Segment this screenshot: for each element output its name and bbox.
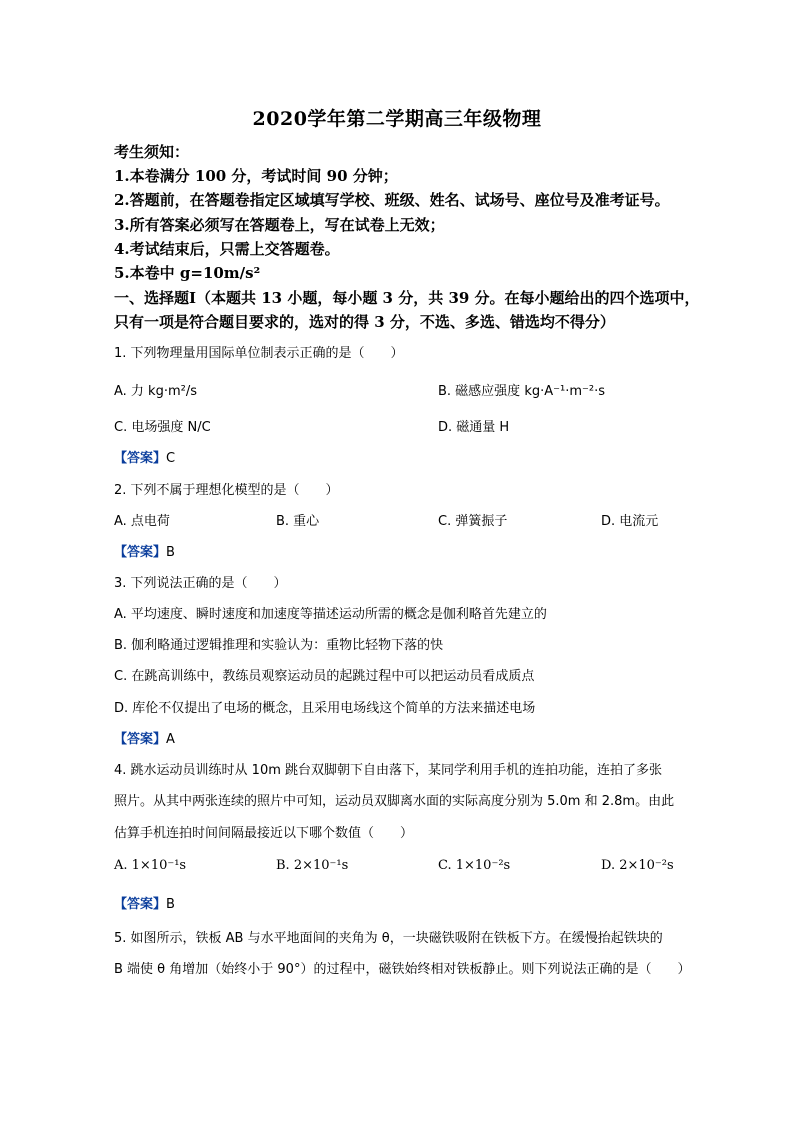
answer-tag: 【答案】 bbox=[114, 897, 167, 912]
notice-item-1: 1.本卷满分 100 分，考试时间 90 分钟； bbox=[114, 167, 398, 185]
question-1-answer bbox=[114, 447, 175, 466]
question-5-line-2: B 端使 θ 角增加（始终小于 90°）的过程中，磁铁始终相对铁板静止。则下列说法正确的是（ ） bbox=[114, 962, 691, 977]
question-2-option-a: A. 点电荷 bbox=[114, 514, 170, 529]
notice-item-5: 5.本卷中 g=10m/s² bbox=[114, 264, 261, 282]
answer-value: C bbox=[166, 451, 176, 466]
question-1-option-a: A. 力 kg·m²/s bbox=[114, 384, 198, 399]
question-4-option-c: C. 1×10⁻²s bbox=[438, 858, 511, 873]
notice-heading: 考生须知： bbox=[114, 143, 190, 161]
question-3-option-c: C. 在跳高训练中，教练员观察运动员的起跳过程中可以把运动员看成质点 bbox=[114, 669, 535, 684]
question-1-option-d: D. 磁通量 H bbox=[438, 420, 510, 435]
section-heading-line-2: 只有一项是符合题目要求的，选对的得 3 分，不选、多选、错选均不得分） bbox=[114, 313, 615, 331]
question-1-stem: 1. 下列物理量用国际单位制表示正确的是（ ） bbox=[114, 346, 404, 361]
answer-value: B bbox=[166, 897, 175, 912]
question-5-line-1: 5. 如图所示，铁板 AB 与水平地面间的夹角为 θ，一块磁铁吸附在铁板下方。在缓慢抬起铁块的 bbox=[114, 931, 663, 946]
question-4-answer bbox=[114, 893, 175, 912]
notice-item-3: 3.所有答案必须写在答题卷上，写在试卷上无效； bbox=[114, 216, 445, 234]
question-2-option-d: D. 电流元 bbox=[601, 514, 659, 529]
notice-item-4: 4.考试结束后，只需上交答题卷。 bbox=[114, 240, 340, 258]
question-1-option-b: B. 磁感应强度 kg·A⁻¹·m⁻²·s bbox=[438, 384, 605, 399]
question-4-option-b: B. 2×10⁻¹s bbox=[276, 858, 349, 873]
question-4-line-3: 估算手机连拍时间间隔最接近以下哪个数值（ ） bbox=[114, 826, 414, 841]
question-4-line-2: 照片。从其中两张连续的照片中可知，运动员双脚离水面的实际高度分别为 5.0m 和 2.8m。由此 bbox=[114, 794, 675, 809]
question-4-option-a: A. 1×10⁻¹s bbox=[114, 858, 187, 873]
page-title: 2020学年第二学期高三年级物理 bbox=[252, 108, 542, 130]
question-2-option-c: C. 弹簧振子 bbox=[438, 514, 508, 529]
question-3-option-d: D. 库伦不仅提出了电场的概念，且采用电场线这个简单的方法来描述电场 bbox=[114, 701, 536, 716]
question-2-answer bbox=[114, 541, 175, 560]
question-3-option-b: B. 伽利略通过逻辑推理和实验认为：重物比轻物下落的快 bbox=[114, 638, 444, 653]
notice-item-2: 2.答题前，在答题卷指定区域填写学校、班级、姓名、试场号、座位号及准考证号。 bbox=[114, 191, 670, 209]
question-1-option-c: C. 电场强度 N/C bbox=[114, 420, 211, 435]
answer-value: B bbox=[166, 545, 175, 560]
question-2-stem: 2. 下列不属于理想化模型的是（ ） bbox=[114, 483, 339, 498]
answer-tag: 【答案】 bbox=[114, 545, 167, 560]
section-heading-line-1: 一、选择题Ⅰ（本题共 13 小题，每小题 3 分，共 39 分。在每小题给出的四个选项中， bbox=[114, 289, 700, 307]
answer-tag: 【答案】 bbox=[114, 451, 167, 466]
answer-tag: 【答案】 bbox=[114, 732, 167, 747]
question-3-stem: 3. 下列说法正确的是（ ） bbox=[114, 576, 287, 591]
question-4-line-1: 4. 跳水运动员训练时从 10m 跳台双脚朝下自由落下，某同学利用手机的连拍功能，连拍了多张 bbox=[114, 763, 663, 778]
question-2-option-b: B. 重心 bbox=[276, 514, 320, 529]
answer-value: A bbox=[166, 732, 175, 747]
question-3-option-a: A. 平均速度、瞬时速度和加速度等描述运动所需的概念是伽利略首先建立的 bbox=[114, 607, 547, 622]
question-3-answer bbox=[114, 728, 175, 747]
question-4-option-d: D. 2×10⁻²s bbox=[601, 858, 674, 873]
